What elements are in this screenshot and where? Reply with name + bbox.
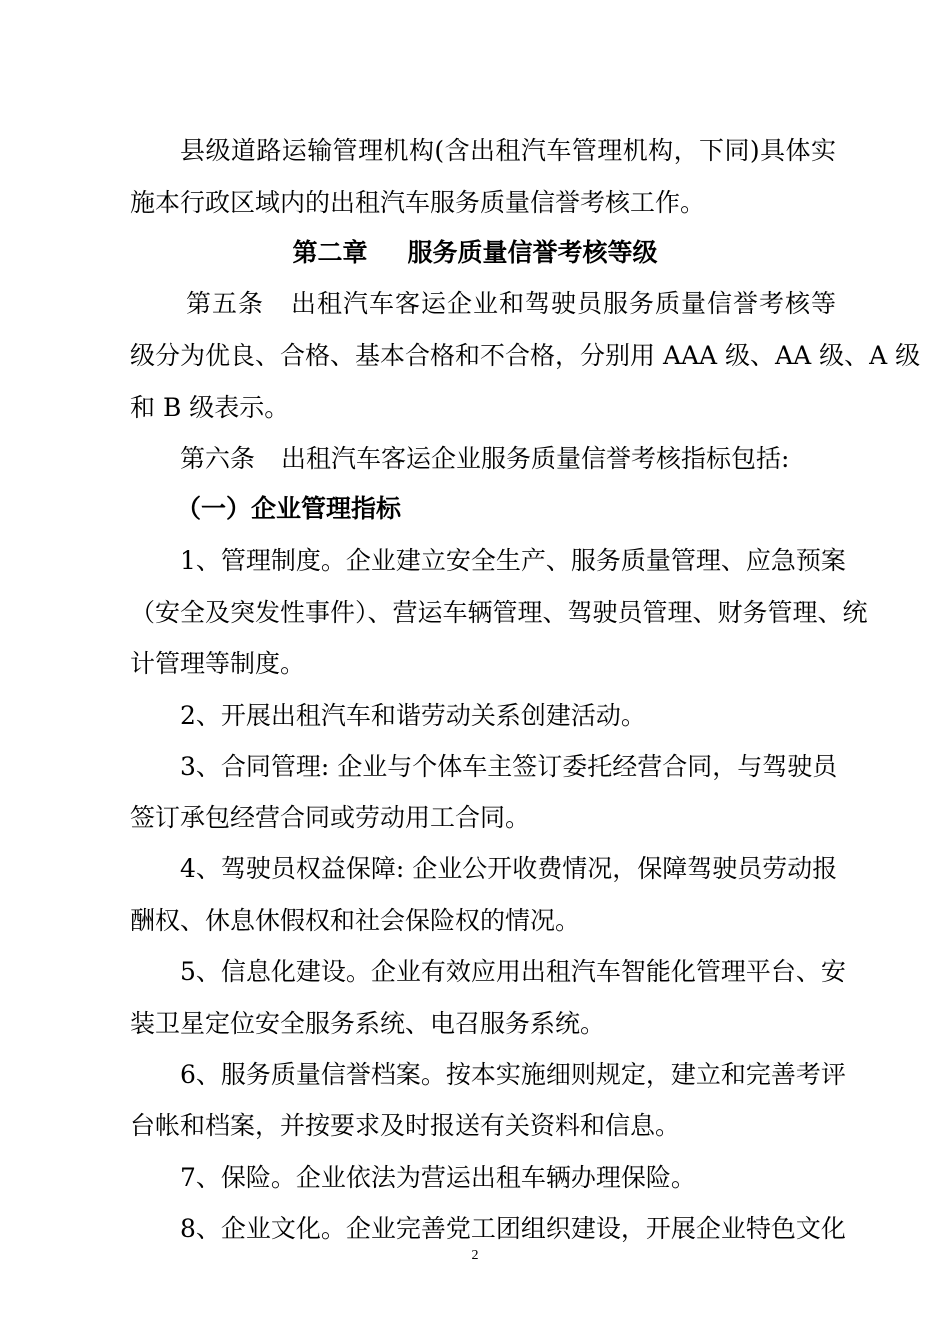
chapter-title: 服务质量信誉考核等级	[407, 238, 658, 267]
article-5-line	[186, 288, 836, 320]
paragraph-line: 7、保险。企业依法为营运出租车辆办理保险。	[180, 1163, 696, 1192]
article-6-label: 第六条	[180, 444, 256, 473]
article-6-line	[180, 443, 836, 475]
article-5-text: 出租汽车客运企业和驾驶员服务质量信誉考核等	[290, 289, 836, 318]
paragraph-line: 2、开展出租汽车和谐劳动关系创建活动。	[180, 701, 646, 730]
paragraph-line: 施本行政区域内的出租汽车服务质量信誉考核工作。	[130, 188, 706, 217]
paragraph-line: 4、驾驶员权益保障: 企业公开收费情况，保障驾驶员劳动报	[180, 854, 838, 883]
article-5-label: 第五条	[186, 289, 264, 318]
chapter-label: 第二章	[292, 238, 368, 267]
paragraph-line: （安全及突发性事件）、营运车辆管理、驾驶员管理、财务管理、统	[130, 598, 868, 627]
paragraph-line: 级分为优良、合格、基本合格和不合格，分别用 AAA 级、AA 级、A 级	[130, 341, 921, 370]
paragraph-line: 6、服务质量信誉档案。按本实施细则规定，建立和完善考评	[180, 1060, 846, 1089]
paragraph-line: 8、企业文化。企业完善党工团组织建设，开展企业特色文化	[180, 1214, 846, 1243]
article-6-text: 出租汽车客运企业服务质量信誉考核指标包括:	[281, 444, 790, 473]
paragraph-line: 酬权、休息休假权和社会保险权的情况。	[130, 906, 581, 935]
paragraph-line: 签订承包经营合同或劳动用工合同。	[130, 803, 531, 832]
paragraph-line: 3、合同管理: 企业与个体车主签订委托经营合同，与驾驶员	[180, 752, 838, 781]
paragraph-line: 县级道路运输管理机构(含出租汽车管理机构，下同)具体实	[180, 136, 836, 165]
paragraph-line: 1、管理制度。企业建立安全生产、服务质量管理、应急预案	[180, 546, 846, 575]
page-number: 2	[471, 1248, 479, 1263]
chapter-heading	[0, 237, 950, 269]
paragraph-line: 计管理等制度。	[130, 649, 306, 678]
paragraph-line: 装卫星定位安全服务系统、电召服务系统。	[130, 1009, 606, 1038]
paragraph-line: 和 B 级表示。	[130, 393, 290, 422]
paragraph-line: 台帐和档案，并按要求及时报送有关资料和信息。	[130, 1111, 681, 1140]
section-heading: （一）企业管理指标	[176, 494, 402, 523]
paragraph-line: 5、信息化建设。企业有效应用出租汽车智能化管理平台、安	[180, 957, 846, 986]
